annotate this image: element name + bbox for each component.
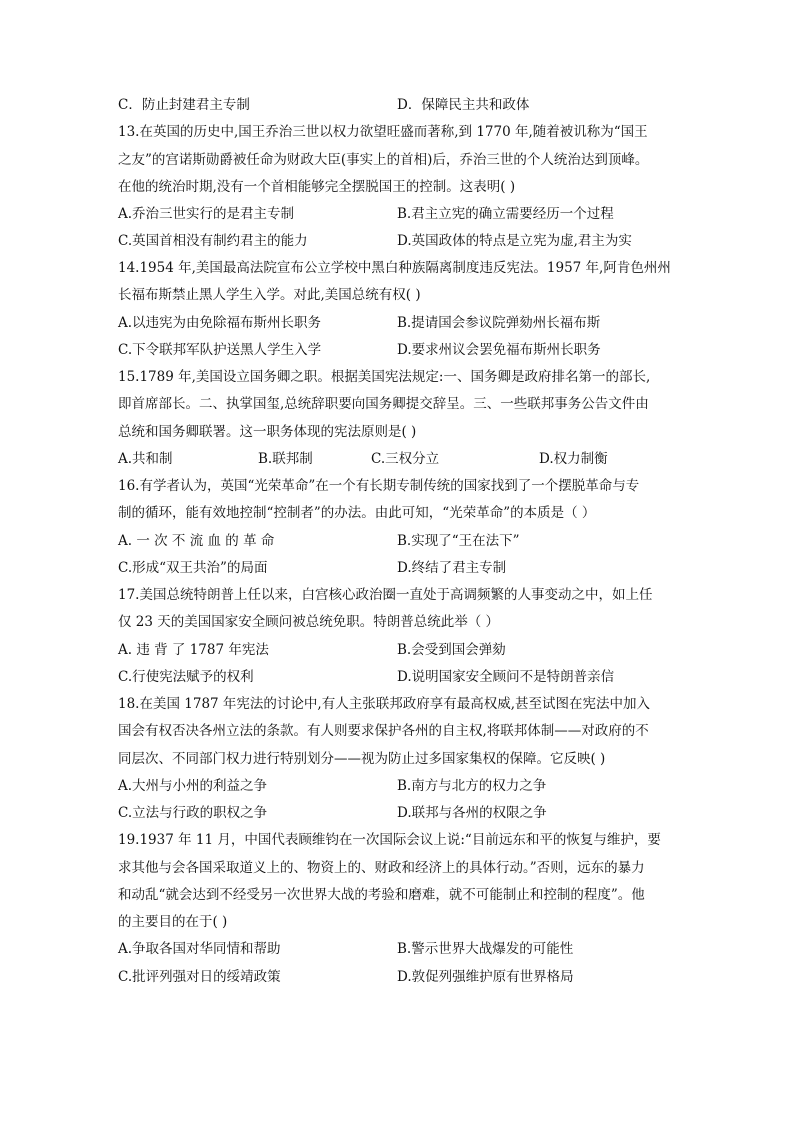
q19-option-b: B.警示世界大战爆发的可能性 xyxy=(397,941,574,957)
q17-option-a: A. 违 背 了 1787 年宪法 xyxy=(118,642,269,658)
q15-option-d: D.权力制衡 xyxy=(539,451,608,467)
q19-option-a: A.争取各国对华同情和帮助 xyxy=(118,941,281,957)
q17-stem-line: 仅 23 天的美国国家安全顾问被总统免职。特朗普总统此举（ ） xyxy=(118,614,500,630)
q13-stem-line: 13.在英国的历史中,国王乔治三世以权力欲望旺盛而著称,到 1770 年,随着被讥称为“国王 xyxy=(118,124,648,140)
q14-stem-line: 长福布斯禁止黑人学生入学。对此,美国总统有权( ) xyxy=(118,287,421,303)
q13-option-a: A.乔治三世实行的是君主专制 xyxy=(118,206,295,222)
q18-option-b: B.南方与北方的权力之争 xyxy=(397,778,547,794)
q18-option-d: D.联邦与各州的权限之争 xyxy=(397,805,547,821)
q14-option-c: C.下令联邦军队护送黑人学生入学 xyxy=(118,342,322,358)
q19-stem-line: 和动乱“就会达到不经受另一次世界大战的考验和磨难，就不可能制止和控制的程度”。他 xyxy=(118,887,645,903)
q16-option-a: A. 一 次 不 流 血 的 革 命 xyxy=(118,533,275,549)
q13-option-c: C.英国首相没有制约君主的能力 xyxy=(118,233,308,249)
q14-stem-line: 14.1954 年,美国最高法院宣布公立学校中黑白种族隔离制度违反宪法。1957 年,阿肯色州州 xyxy=(118,260,671,276)
q19-option-c: C.批评列强对日的绥靖政策 xyxy=(118,969,281,985)
q12-option-c: C．防止封建君主专制 xyxy=(118,97,250,113)
q17-stem-line: 17.美国总统特朗普上任以来，白宫核心政治圈一直处于高调频繁的人事变动之中，如上任 xyxy=(118,587,653,603)
q18-stem-line: 国会有权否决各州立法的条款。有人则要求保护各州的自主权,将联邦体制——对政府的不 xyxy=(118,723,649,739)
q19-stem-line: 19.1937 年 11 月，中国代表顾维钧在一次国际会议上说:“目前远东和平的恢复与维护，要 xyxy=(118,832,661,848)
q14-option-a: A.以违宪为由免除福布斯州长职务 xyxy=(118,315,322,331)
q13-stem-line: 之友”的宫诺斯勋爵被任命为财政大臣(事实上的首相)后，乔治三世的个人统治达到顶峰。 xyxy=(118,152,649,168)
q18-stem-line: 同层次、不同部门权力进行特别划分——视为防止过多国家集权的保障。它反映( ) xyxy=(118,751,606,767)
q13-stem-line: 在他的统治时期,没有一个首相能够完全摆脱国王的控制。这表明( ) xyxy=(118,179,516,195)
q14-option-d: D.要求州议会罢免福布斯州长职务 xyxy=(397,342,601,358)
q15-option-c: C.三权分立 xyxy=(371,451,440,467)
q19-option-d: D.敦促列强维护原有世界格局 xyxy=(397,969,574,985)
q18-stem-line: 18.在美国 1787 年宪法的讨论中,有人主张联邦政府享有最高权威,甚至试图在宪法中加入 xyxy=(118,696,650,712)
q18-option-a: A.大州与小州的利益之争 xyxy=(118,778,268,794)
q16-option-d: D.终结了君主专制 xyxy=(397,560,507,576)
q13-option-d: D.英国政体的特点是立宪为虚,君主为实 xyxy=(397,233,632,249)
q17-option-b: B.会受到国会弹劾 xyxy=(397,642,506,658)
q15-option-b: B.联邦制 xyxy=(258,451,313,467)
q17-option-c: C.行使宪法赋予的权利 xyxy=(118,669,254,685)
q16-option-b: B.实现了“王在法下” xyxy=(397,533,520,549)
q19-stem-line: 求其他与会各国采取道义上的、物资上的、财政和经济上的具体行动。”否则，远东的暴力 xyxy=(118,860,645,876)
q16-stem-line: 16.有学者认为，英国“光荣革命”在一个有长期专制传统的国家找到了一个摆脱革命与专 xyxy=(118,478,640,494)
q15-stem-line: 总统和国务卿联署。这一职务体现的宪法原则是( ) xyxy=(118,424,417,440)
q15-option-a: A.共和制 xyxy=(118,451,173,467)
q15-stem-line: 15.1789 年,美国设立国务卿之职。根据美国宪法规定:一、国务卿是政府排名第一的部长, xyxy=(118,369,651,385)
q16-stem-line: 制的循环，能有效地控制“控制者”的办法。由此可知，“光荣革命”的本质是（ ） xyxy=(118,505,596,521)
q16-option-c: C.形成“双王共治”的局面 xyxy=(118,560,268,576)
q18-option-c: C.立法与行政的职权之争 xyxy=(118,805,268,821)
q17-option-d: D.说明国家安全顾问不是特朗普亲信 xyxy=(397,669,615,685)
q13-option-b: B.君主立宪的确立需要经历一个过程 xyxy=(397,206,614,222)
q19-stem-line: 的主要目的在于( ) xyxy=(118,914,228,930)
q15-stem-line: 即首席部长。二、执掌国玺,总统辞职要向国务卿提交辞呈。三、一些联邦事务公告文件由 xyxy=(118,396,649,412)
q12-option-d: D．保障民主共和政体 xyxy=(397,97,530,113)
q14-option-b: B.提请国会参议院弹劾州长福布斯 xyxy=(397,315,601,331)
